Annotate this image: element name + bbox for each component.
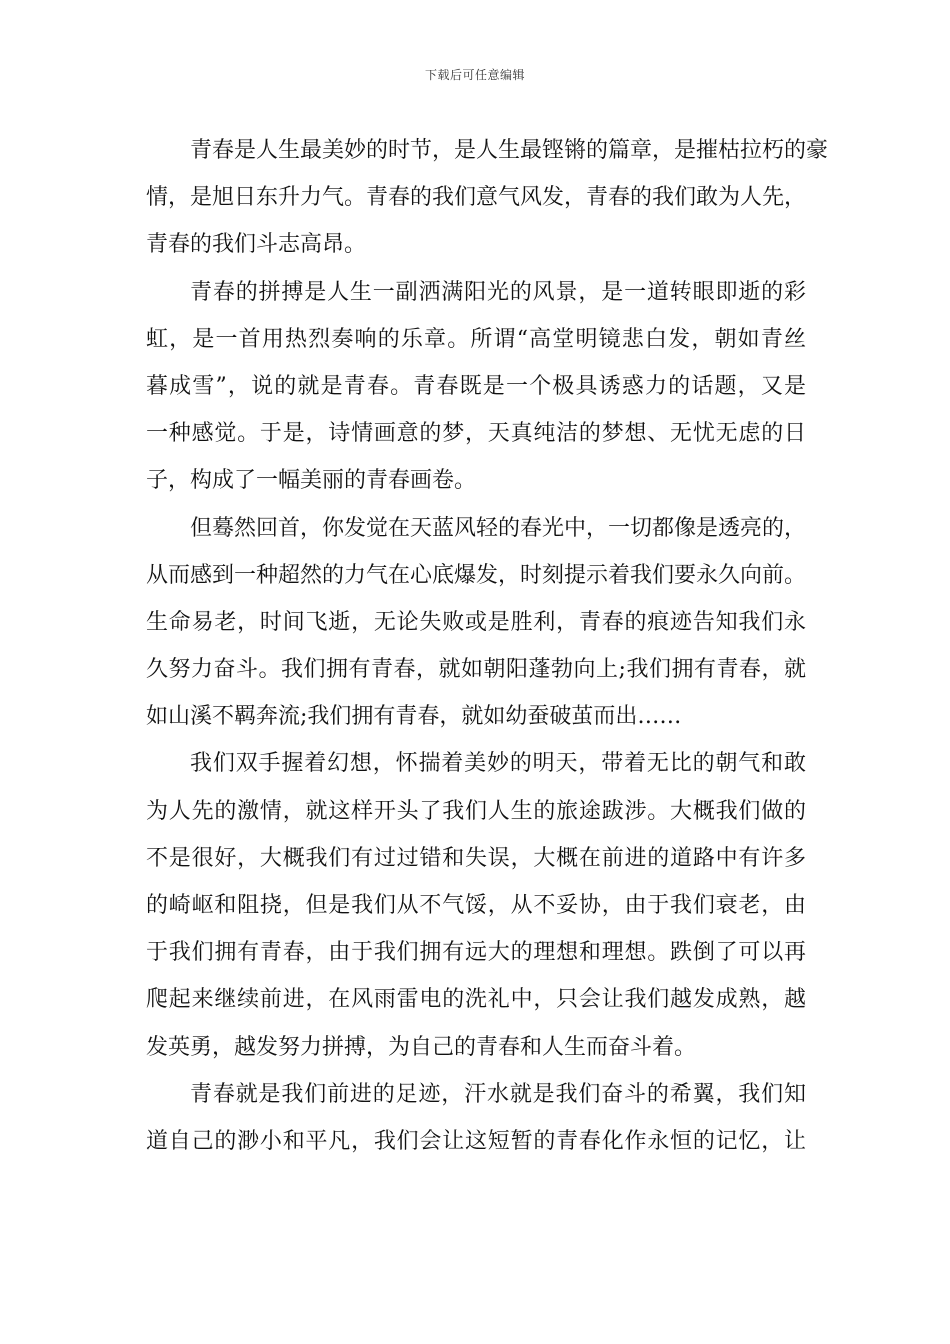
paragraph-4-line-3: 不是很好，大概我们有过过错和失误，大概在前进的道路中有许多 <box>146 845 806 871</box>
paragraph-3-line-2: 从而感到一种超然的力气在心底爆发，时刻提示着我们要永久向前。 <box>146 562 807 588</box>
paragraph-4-line-4: 的崎岖和阻挠，但是我们从不气馁，从不妥协，由于我们衰老，由 <box>146 893 806 918</box>
paragraph-5-line-1: 青春就是我们前进的足迹，汗水就是我们奋斗的希翼，我们知 <box>190 1081 806 1107</box>
paragraph-5-line-2: 道自己的渺小和平凡，我们会让这短暂的青春化作永恒的记忆，让 <box>146 1128 806 1154</box>
paragraph-4-line-1: 我们双手握着幻想，怀揣着美妙的明天，带着无比的朝气和敢 <box>190 751 806 777</box>
paragraph-2-line-5: 子，构成了一幅美丽的青春画卷。 <box>146 468 477 494</box>
paragraph-2-line-2: 虹，是一首用热烈奏响的乐章。所谓“高堂明镜悲白发，朝如青丝 <box>146 326 806 352</box>
paragraph-3-line-5: 如山溪不羁奔流;我们拥有青春，就如幼蚕破茧而出…… <box>146 704 682 730</box>
paragraph-1-line-2: 情，是旭日东升力气。青春的我们意气风发，青春的我们敢为人先， <box>146 185 807 211</box>
paragraph-3-line-3: 生命易老，时间飞逝，无论失败或是胜利，青春的痕迹告知我们永 <box>146 609 806 635</box>
paragraph-4-line-7: 发英勇，越发努力拼搏，为自己的青春和人生而奋斗着。 <box>146 1034 697 1060</box>
paragraph-2-line-4: 一种感觉。于是，诗情画意的梦，天真纯洁的梦想、无忧无虑的日 <box>146 421 806 447</box>
page-header: 下载后可任意编辑 <box>424 68 525 82</box>
document-body <box>146 130 829 1168</box>
paragraph-1-line-1: 青春是人生最美妙的时节，是人生最铿锵的篇章，是摧枯拉朽的豪 <box>190 138 829 163</box>
paragraph-4-line-2: 为人先的激情，就这样开头了我们人生的旅途跋涉。大概我们做的 <box>146 798 806 824</box>
paragraph-3-line-4: 久努力奋斗。我们拥有青春，就如朝阳蓬勃向上;我们拥有青春，就 <box>146 657 806 683</box>
paragraph-1-line-3: 青春的我们斗志高昂。 <box>146 232 367 258</box>
paragraph-4-line-6: 爬起来继续前进，在风雨雷电的洗礼中，只会让我们越发成熟，越 <box>146 987 806 1013</box>
paragraph-2-line-3: 暮成雪”，说的就是青春。青春既是一个极具诱惑力的话题，又是 <box>146 373 806 399</box>
paragraph-4-line-5: 于我们拥有青春，由于我们拥有远大的理想和理想。跌倒了可以再 <box>146 940 806 966</box>
paragraph-3-line-1: 但蓦然回首，你发觉在天蓝风轻的春光中，一切都像是透亮的， <box>190 515 807 541</box>
paragraph-2-line-1: 青春的拼搏是人生一副洒满阳光的风景，是一道转眼即逝的彩 <box>190 279 806 305</box>
